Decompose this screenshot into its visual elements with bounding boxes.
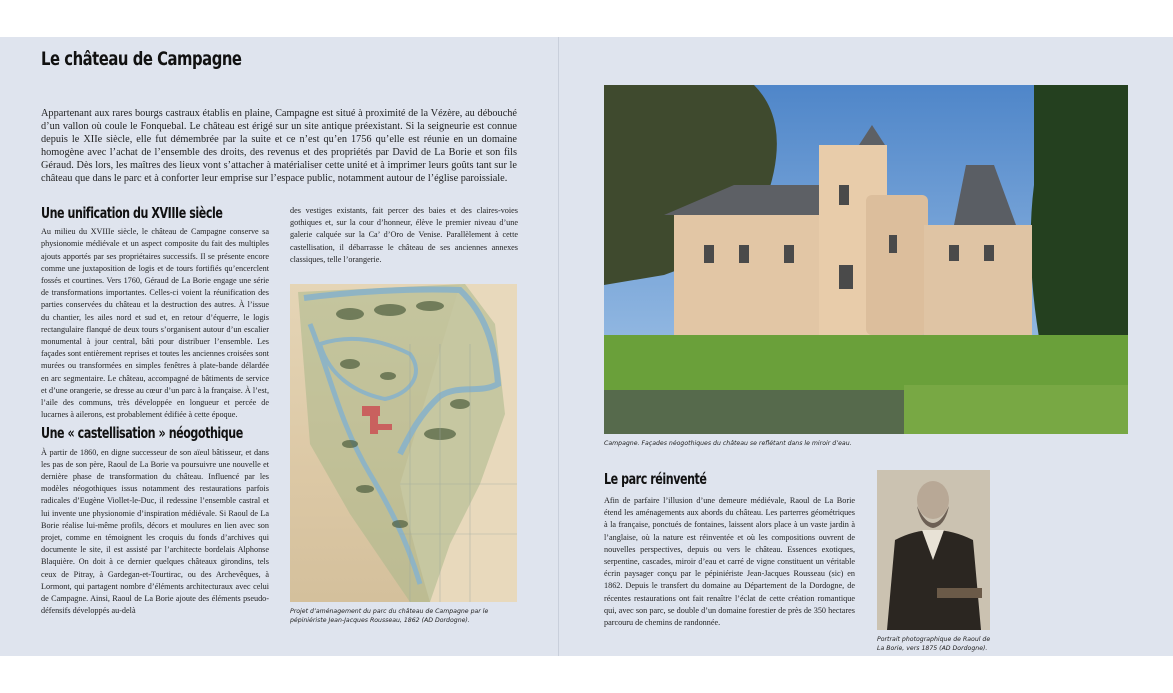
- castle-photo: [604, 85, 1128, 434]
- left-column: [41, 204, 269, 618]
- section-text-parc: Afin de parfaire l’illusion d’une demeure médiévale, Raoul de La Borie étend les aménagements aux abords du château. Les parterres géométriques à la française, ponctués de fontaines, laissent alors place à un vaste jardin à l’anglaise, où la nature est réinventée et où les compositions ouvrent de nouvelles perspectives, depuis ou vers le château. Essences exotiques, serpentine, cascades, miroir d’eau et carré de vigne constituent un véritable écrin paysager conçu par le pépiniériste Jean-Jacques Rousseau (sic) en 1862. Depuis le transfert du domaine au Département de la Dordogne, de récentes restaurations ont fait renaître l’éclat de cette création romantique qui, avec son parc, se double d’un domaine forestier de près de 350 hectares parcouru de chemins de randonnée.: [604, 496, 855, 628]
- section-title-unification: Une unification du XVIIIe siècle: [41, 204, 223, 222]
- section-title-parc: Le parc réinventé: [604, 470, 707, 488]
- intro-paragraph: Appartenant aux rares bourgs castraux établis en plaine, Campagne est situé à proximité de la Vézère, au débouché d’un vallon où coule le Fonquebal. Le château est érigé sur un site antique préexistant. Si la seigneurie est connue depuis le XIIe siècle, elle fut démembrée par la suite et ce n’est qu’en 1756 qu’elle est réunie en un domaine homogène avec l’achat de l’ensemble des droits, des revenus et des propriétés par David de La Borie et son fils Géraud. Dès lors, les maîtres des lieux vont s’attacher à matérialiser cette unité et à imprimer leurs goûts tant sur le château que dans le parc et à conforter leur emprise sur l’espace public, notamment autour de l’église paroissiale.: [41, 108, 517, 185]
- section-title-castellisation: Une « castellisation » néogothique: [41, 424, 243, 443]
- section-text-continuation: des vestiges existants, fait percer des baies et des claires-voies gothiques et, sur la cour d’honneur, élève le premier niveau d’une galerie calquée sur la Ca’ d’Oro de Venise. Parallèlement à cette castellisation, il débarrasse le château de ses anciennes annexes classiques, telle l’orangerie.: [290, 206, 518, 264]
- portrait-face: [917, 481, 949, 519]
- park-plan-image: [290, 284, 517, 602]
- right-column: [604, 495, 855, 629]
- middle-column: [290, 205, 518, 266]
- page-title: Le château de Campagne: [41, 48, 242, 70]
- portrait-caption: Portrait photographique de Raoul de La Borie, vers 1875 (AD Dordogne).: [877, 636, 991, 652]
- castle-water-mirror: [604, 390, 904, 434]
- portrait-photo: [877, 470, 990, 630]
- section-text-castellisation: À partir de 1860, en digne successeur de son aïeul bâtisseur, et dans les pas de son père, Raoul de La Borie va poursuivre une nouvelle et dernière phase de transformation du château. Influencé par les modèles néogothiques issus notamment des restaurations parfois radicales d’Eugène Viollet-le-Duc, il redessine l’ensemble castral et lui invente une physionomie d’inspiration médiévale. Si Raoul de La Borie réalise lui-même profils, décors et moulures en lien avec son projet, comme en témoignent les croquis du fonds d’archives qui documente le site, il est assisté par l’architecte bordelais Alphonse Blaquière. On doit à ce dernier quelques châteaux girondins, tels ceux de Pitray, à Gardegan-et-Tourtirac, ou des Archevêques, à Lormont, qui partagent nombre d’éléments architecturaux avec celui de Campagne. Ainsi, Raoul de La Borie ajoute des éléments pseudo-défensifs développés au-delà: [41, 447, 269, 616]
- portrait-table: [937, 588, 982, 598]
- page-fold: [558, 37, 559, 656]
- castle-wing-right: [924, 225, 1032, 335]
- section-text-unification: Au milieu du XVIIIe siècle, le château de Campagne conserve sa physionomie médiévale et un aspect composite du fait des multiples ajouts apportés par ses propriétaires successifs. Il se présente encore comme une juxtaposition de logis et de tours fortifiés qu’encerclent fossés et courtines. Vers 1760, Géraud de La Borie engage une série de transformations importantes. Celles-ci voient la réunification des parties conservées du château et la destruction des autres. À l’issue du chantier, les ailes nord et sud et, en retour d’équerre, le logis rectangulaire flanqué de deux tours s’organisent autour d’un escalier monumental à jour central, bâti pour distribuer l’ensemble. Les façades sont entièrement reprises et toutes les anciennes croisées sont murées ou transformées en simples fenêtres à plate-bande délardée en arc segmentaire. Le château, accompagné de bâtiments de service et d’une orangerie, se dresse au cœur d’un parc à la française. À l’est, l’aile des communs, très développée en longueur et percée de lucarnes à ailerons, est probablement édifiée à cette époque.: [41, 227, 269, 420]
- castle-tree-right: [1031, 85, 1128, 365]
- castle-lawn-front: [904, 385, 1128, 434]
- park-plan-drawing: [290, 284, 517, 602]
- castle-caption: Campagne. Façades néogothiques du château se reflétant dans le miroir d’eau.: [604, 440, 852, 447]
- portrait-drawing: [877, 470, 990, 630]
- castle-photo-drawing: [604, 85, 1128, 434]
- plan-caption: Projet d’aménagement du parc du château de Campagne par le pépiniériste Jean-Jacques Rousseau, 1862 (AD Dordogne).: [290, 608, 489, 624]
- castle-round-tower: [866, 195, 928, 335]
